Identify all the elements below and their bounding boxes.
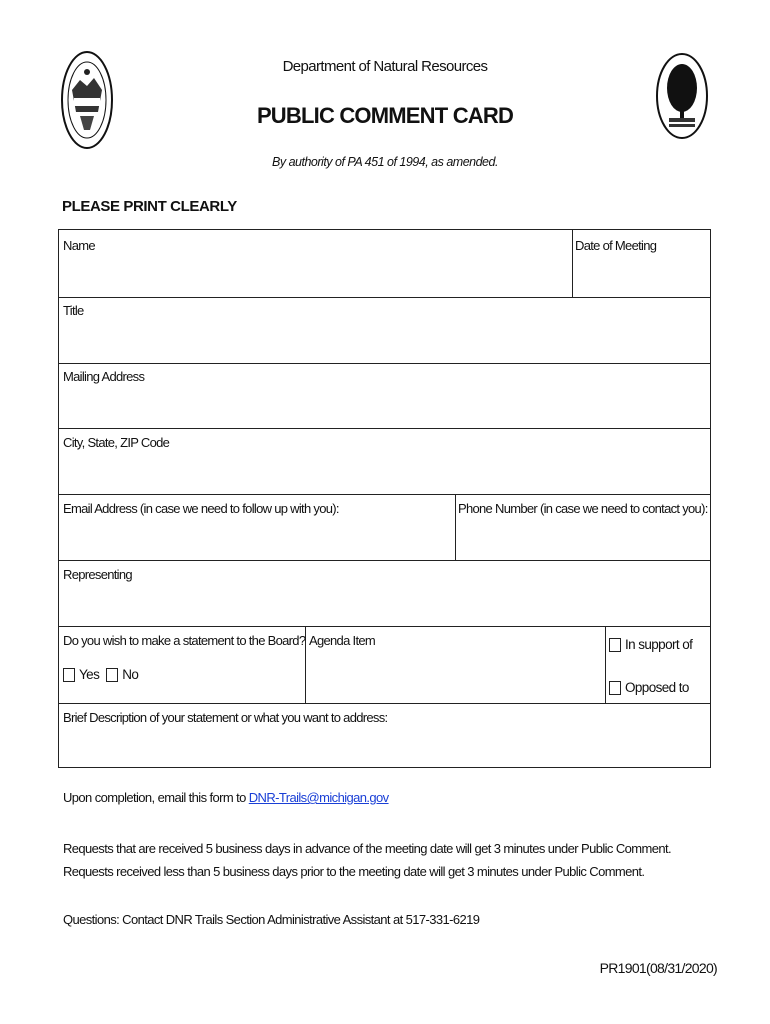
comment-form	[58, 229, 711, 768]
authority-note: By authority of PA 451 of 1994, as amended.	[272, 155, 498, 169]
name-field[interactable]: Name	[63, 238, 95, 253]
no-label: No	[122, 667, 139, 682]
page-title: PUBLIC COMMENT CARD	[256, 103, 514, 128]
title-field[interactable]: Title	[63, 303, 84, 318]
completion-instruction: Upon completion, email this form to DNR-Trails@michigan.gov	[63, 790, 389, 805]
department-name: Department of Natural Resources	[282, 58, 488, 75]
meeting-date-field[interactable]: Date of Meeting	[575, 238, 657, 253]
email-field[interactable]: Email Address (in case we need to follow up with you):	[63, 501, 339, 516]
phone-field[interactable]: Phone Number (in case we need to contact you):	[458, 501, 708, 516]
request-note-1: Requests that are received 5 business days in advance of the meeting date will get 3 minutes under Public Comment.	[63, 841, 671, 856]
opposed-label: Opposed to	[625, 680, 689, 695]
agenda-item-field[interactable]: Agenda Item	[309, 633, 376, 648]
statement-question: Do you wish to make a statement to the Board?	[63, 633, 306, 648]
request-note-2: Requests received less than 5 business days prior to the meeting date will get 3 minutes under Public Comment.	[63, 864, 645, 879]
opposed-checkbox[interactable]	[609, 681, 621, 695]
brief-description-field[interactable]: Brief Description of your statement or what you want to address:	[63, 710, 388, 725]
representing-field[interactable]: Representing	[63, 567, 132, 582]
no-checkbox[interactable]	[106, 668, 118, 682]
form-code: PR1901(08/31/2020)	[599, 960, 717, 976]
mailing-address-field[interactable]: Mailing Address	[63, 369, 145, 384]
yes-checkbox[interactable]	[63, 668, 75, 682]
support-checkbox[interactable]	[609, 638, 621, 652]
print-instruction: PLEASE PRINT CLEARLY	[62, 198, 237, 215]
yes-label: Yes	[79, 667, 100, 682]
questions-contact: Questions: Contact DNR Trails Section Administrative Assistant at 517-331-6219	[63, 912, 480, 927]
email-link[interactable]: DNR-Trails@michigan.gov	[248, 790, 389, 805]
city-state-zip-field[interactable]: City, State, ZIP Code	[63, 435, 170, 450]
support-label: In support of	[625, 637, 693, 652]
